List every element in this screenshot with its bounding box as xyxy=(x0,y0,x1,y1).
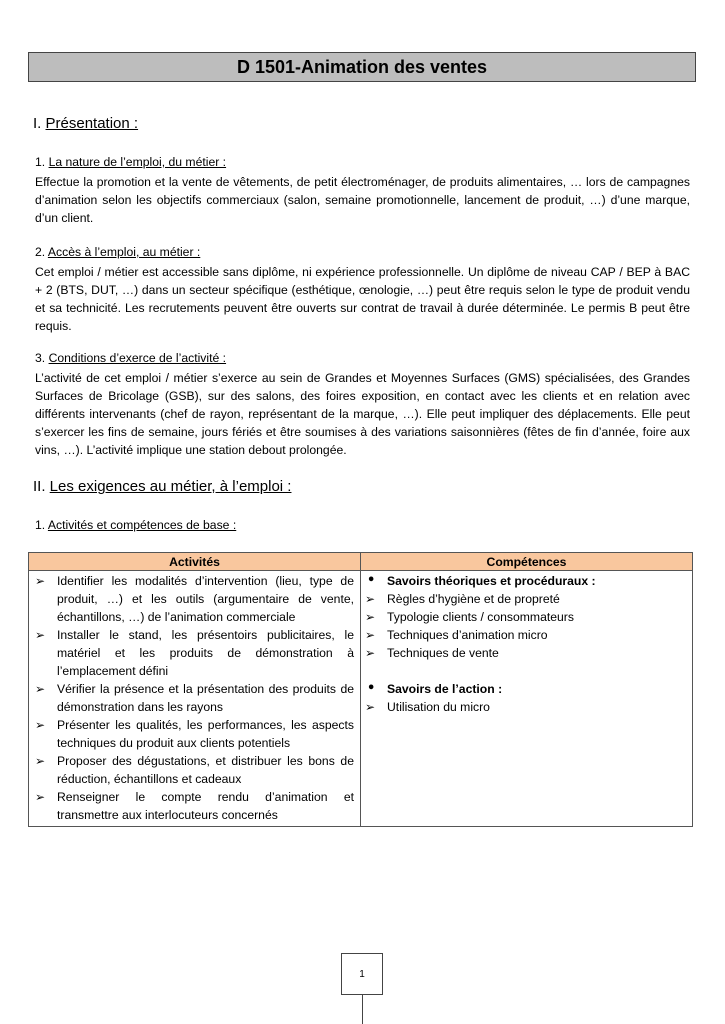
column-header-activites: Activités xyxy=(29,553,361,571)
activites-title: Activités et compétences de base : xyxy=(47,518,237,532)
savoir-item: ➢ Règles d’hygiène et de propreté xyxy=(363,590,686,608)
page-number-line xyxy=(362,995,363,1024)
acces-paragraph: Cet emploi / métier est accessible sans diplôme, ni expérience professionnelle. Un diplôme de niveau CAP / BEP à BAC + 2 (BTS, DUT, …) dans un secteur spécifique (esthétique, œnologie, …) peut être requis selon le type de produit vendu et sa technicité. Les recrutements peuvent être ouverts sur contrat de travail à durée déterminée. Le permis B peut être requis. xyxy=(35,265,690,333)
activites-number: 1. xyxy=(35,518,48,532)
acces-number: 2. xyxy=(35,245,48,259)
activite-item: ➢ Renseigner le compte rendu d’animation et transmettre aux interlocuteurs concernés xyxy=(33,788,354,824)
activites-list xyxy=(33,572,354,824)
section-2-title: Les exigences au métier, à l’emploi : xyxy=(49,478,292,495)
activite-item: ➢ Vérifier la présence et la présentation des produits de démonstration dans les rayons xyxy=(33,680,354,716)
competences-spacer xyxy=(363,662,686,680)
section-1-title: Présentation : xyxy=(45,115,139,132)
savoirs-heading: • Savoirs théoriques et procéduraux : xyxy=(363,572,686,590)
savoirs-list xyxy=(363,572,686,662)
activities-competences-table xyxy=(28,552,693,827)
savoir-item: ➢ Typologie clients / consommateurs xyxy=(363,608,686,626)
activite-item: ➢ Proposer des dégustations, et distribuer les bons de réduction, échantillons et cadeaux xyxy=(33,752,354,788)
action-item: ➢ Utilisation du micro xyxy=(363,698,686,716)
nature-paragraph: Effectue la promotion et la vente de vêtements, de petit électroménager, de produits alimentaires, … lors de campagnes d’animation selon les objectifs commerciaux (salon, semaine promotionnelle, lancement de produit, …) d’une marque, d’un client. xyxy=(35,175,690,225)
document-title xyxy=(28,52,696,82)
action-list xyxy=(363,680,686,716)
acces-heading xyxy=(35,245,200,259)
column-header-competences: Compétences xyxy=(361,553,693,571)
activites-cell xyxy=(29,571,361,827)
savoir-item: ➢ Techniques de vente xyxy=(363,644,686,662)
section-1-number: I. xyxy=(33,115,46,132)
nature-number: 1. xyxy=(35,155,49,169)
activite-item: ➢ Installer le stand, les présentoirs publicitaires, le matériel et les produits de démonstration à l’emplacement défini xyxy=(33,626,354,680)
savoir-item: ➢ Techniques d’animation micro xyxy=(363,626,686,644)
table-row xyxy=(29,571,693,827)
activite-item: ➢ Identifier les modalités d’intervention (lieu, type de produit, …) et les outils (argumentaire de vente, échantillons, …) de l’animation commerciale xyxy=(33,572,354,626)
page-number: 1 xyxy=(359,968,365,980)
nature-title: La nature de l’emploi, du métier : xyxy=(48,155,227,169)
acces-title: Accès à l’emploi, au métier : xyxy=(47,245,201,259)
conditions-title: Conditions d’exerce de l’activité : xyxy=(48,351,227,365)
conditions-paragraph: L’activité de cet emploi / métier s’exerce au sein de Grandes et Moyennes Surfaces (GMS) spécialisées, des Grandes Surfaces de Bricolage (GSB), sur des salons, des foires exposition, en contact avec les clients et en relation avec différents intervenants (chef de rayon, représentant de la marque, …). Elle peut impliquer des déplacements. Elle peut s’exercer les fins de semaine, jours fériés et être soumises à des variations saisonnières (fêtes de fin d’année, foire aux vins, …). L’activité implique une station debout prolongée. xyxy=(35,371,690,457)
section-2-heading xyxy=(33,478,291,495)
activite-item: ➢ Présenter les qualités, les performances, les aspects techniques du produit aux clients potentiels xyxy=(33,716,354,752)
document-title-text: D 1501-Animation des ventes xyxy=(236,56,488,77)
section-1-heading xyxy=(33,115,138,132)
conditions-number: 3. xyxy=(35,351,49,365)
page-number-box xyxy=(341,953,383,995)
conditions-heading xyxy=(35,351,226,365)
section-2-number: II. xyxy=(33,478,50,495)
table-header-row xyxy=(29,553,693,571)
action-heading: • Savoirs de l’action : xyxy=(363,680,686,698)
competences-cell xyxy=(361,571,693,827)
nature-heading xyxy=(35,155,226,169)
activites-heading xyxy=(35,518,236,532)
